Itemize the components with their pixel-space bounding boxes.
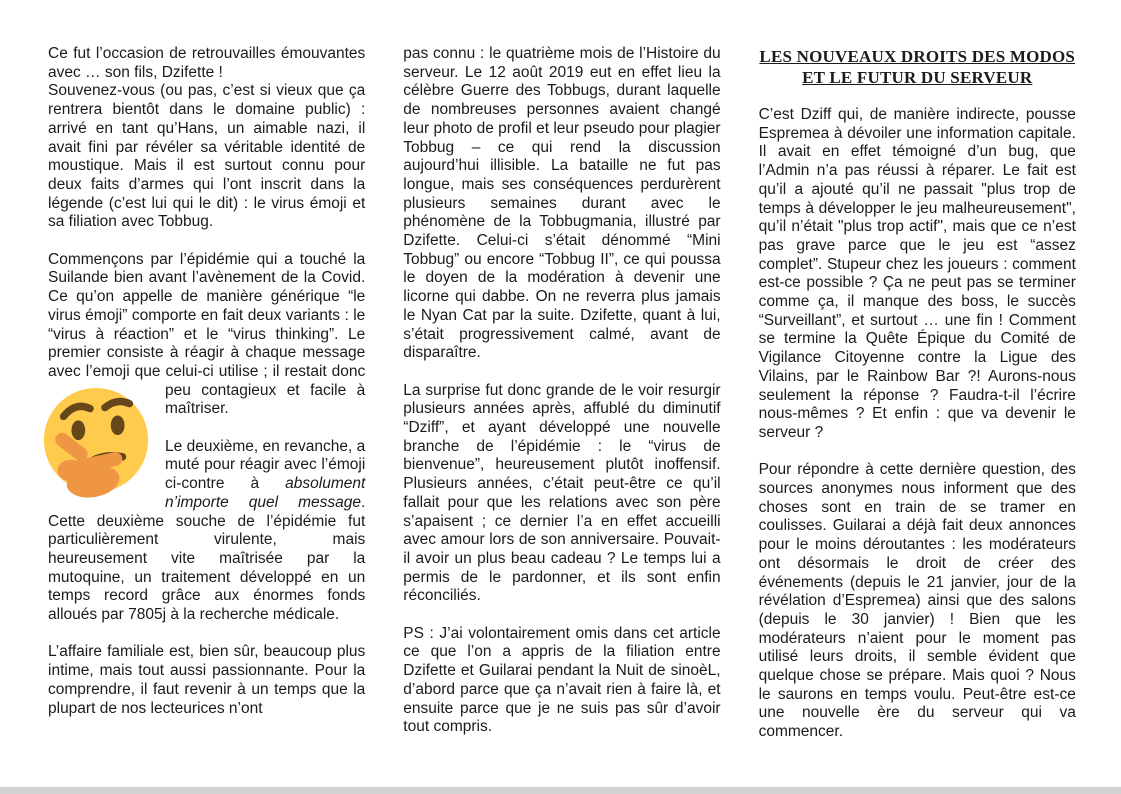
paragraph-guerre-tobbugs [403, 45, 720, 363]
paragraph-text: Pour répondre à cette dernière question, des sources anonymes nous informent que des choses sont en train de se tramer en coulisses. Guilarai a déjà fait deux annonces pour le moins déroutantes : les modérateurs ont désormais le droit de créer des événements (depuis le 21 janvier, jour de la révélation d’Espremea) ainsi que des salons (depuis le 30 janvier) ! Bien que les modérateurs n’aient pour le moment pas utilisé leurs droits, il semble évident que quelque chose se prépare. Mais quoi ? Nous le saurons en temps voulu. Peut-être est-ce une nouvelle ère du serveur qui va commencer. [758, 461, 1076, 741]
paragraph-text: Souvenez-vous (ou pas, c’est si vieux que ça rentrera bientôt dans le domaine public) : arrivé en tant qu’Hans, un aimable nazi, il avait fini par révéler sa véritable identité de moustique. Mais il est surtout connu pour deux faits d’armes qui l’ont inscrit dans la légende (c’est lui qui le dit) : le virus émoji et sa filiation avec Tobbug. [48, 82, 366, 231]
paragraph-dziff-espremea [759, 106, 1076, 443]
article-heading-line2: ET LE FUTUR DU SERVEUR [802, 67, 1033, 87]
paragraph-text: . Cette deuxième souche de l’épidémie fut particulièrement virulente, mais heureusement vite maîtrisée par la mutoquine, un traitement développé en un temps record grâce aux énormes fonds alloués par 7805j à la recherche médicale. [48, 493, 366, 624]
article-heading [759, 47, 1076, 88]
paragraph-text: facile à maîtriser. [165, 381, 366, 418]
column-2 [403, 45, 720, 742]
paragraph-text: La surprise fut donc grande de le voir resurgir plusieurs années après, affublé du diminutif “Dziff”, et ayant développé une nouvelle branche de l’épidémie : le “virus de bienvenue”, heureusement plutôt inoffensif. Plusieurs années, c’était peut-être ce qu’il fallait pour que les relations avec son père s’apaisent ; ce dernier l’a en effet accueilli avec amour lors de son anniversaire. Pouvait-il avoir un plus beau cadeau ? Le temps lui a permis de le pardonner, et ils sont enfin réconciliés. [403, 381, 721, 605]
paragraph-text: Ce fut l’occasion de retrouvailles émouvantes avec … son fils, Dzifette ! [48, 45, 366, 81]
paragraph-retrouvailles [48, 45, 365, 232]
paragraph-epidemie [48, 251, 365, 419]
three-column-layout [48, 45, 1076, 742]
paragraph-text: pas connu : le quatrième mois de l’Histoire du serveur. Le 12 août 2019 eut en effet lieu la célèbre Guerre des Tobbugs, durant laquelle de nombreuses personnes avaient changé leur photo de profil et leur pseudo pour plagier Tobbug – ce qui rend la discussion aujourd’hui illisible. La bataille ne fut pas longue, mais ses conséquences perdurèrent plusieurs semaines durant avec le phénomène de la Tobbugmania, illustré par Dzifette. Celui-ci s’était dénommé “Mini Tobbug” ou encore “Tobbug II”, ce qui poussa le doyen de la modération à devenir une licorne qui dabbe. On ne reverra plus jamais le Nyan Cat par la suite. Dzifette, quant à lui, s’était progressivement calmé, avant de disparaître. [403, 45, 721, 362]
thinking-face-emoji [38, 383, 156, 505]
paragraph-sources-anonymes [759, 461, 1076, 742]
paragraph-text: Commençons par l’épidémie qui a touché la Suilande bien avant l’avènement de la Covid. Ce qu’on appelle de manière générique “le virus émoji” comporte en fait deux variants : le “virus à réaction” et le “virus thinking”. Le premier consiste à réagir à chaque message avec l’emoji que celui-ci utilise ; il restait donc peu contagieux et [48, 250, 366, 399]
article-heading-line1: LES NOUVEAUX DROITS DES MODOS [759, 47, 1076, 66]
paragraph-text: C’est Dziff qui, de manière indirecte, pousse Espremea à dévoiler une information capitale. Il avait en effet témoigné d’un bug, que l’Admin n’a pas réussi à réparer. Le fait est qu’il a ajouté qu’il ne passait "plus trop de temps à développer le jeu malheureusement", qu’il n’était "plus trop actif", mais que ce n’est pas grave parce que le jeu est “assez complet”. Stupeur chez les joueurs : comment est-ce possible ? Ça ne peut pas se terminer comme ça, il manque des boss, le succès “Surveillant”, et surtout … une fin ! Comment se termine la Quête Épique du Comité de Vigilance Citoyenne contre la Ligue des Vilains, par le Rainbow Bar ?! Aurons-nous seulement la réponse ? Faudra-t-il l’écrire nous-mêmes ? Et enfin : que va devenir le serveur ? [758, 106, 1076, 441]
paragraph-text: PS : J’ai volontairement omis dans cet article ce que l’on a appris de la filiation entre Dzifette et Guilarai pendant la Nuit de sinoèL, d’abord parce que ça n’avait rien à faire là, et ensuite parce que je ne suis pas sûr d’avoir tout compris. [403, 624, 721, 736]
column-1 [48, 45, 365, 742]
paragraph-post-scriptum [403, 625, 720, 737]
emphasized-text: absolument n’importe quel message [165, 475, 366, 511]
paragraph-affaire-familiale [48, 643, 365, 718]
paragraph-resurgir [403, 382, 720, 606]
paragraph-text: L’affaire familiale est, bien sûr, beaucoup plus intime, mais tout aussi passionnante. Pour la comprendre, il faut revenir à un temps que la plupart de nos lecteurices n’ont [48, 643, 366, 717]
paragraph-text: Le deuxième, en revanche, a muté pour réagir avec l’émoji ci-contre à [165, 437, 366, 493]
column-3 [759, 45, 1076, 742]
page-bottom-edge [0, 787, 1121, 794]
